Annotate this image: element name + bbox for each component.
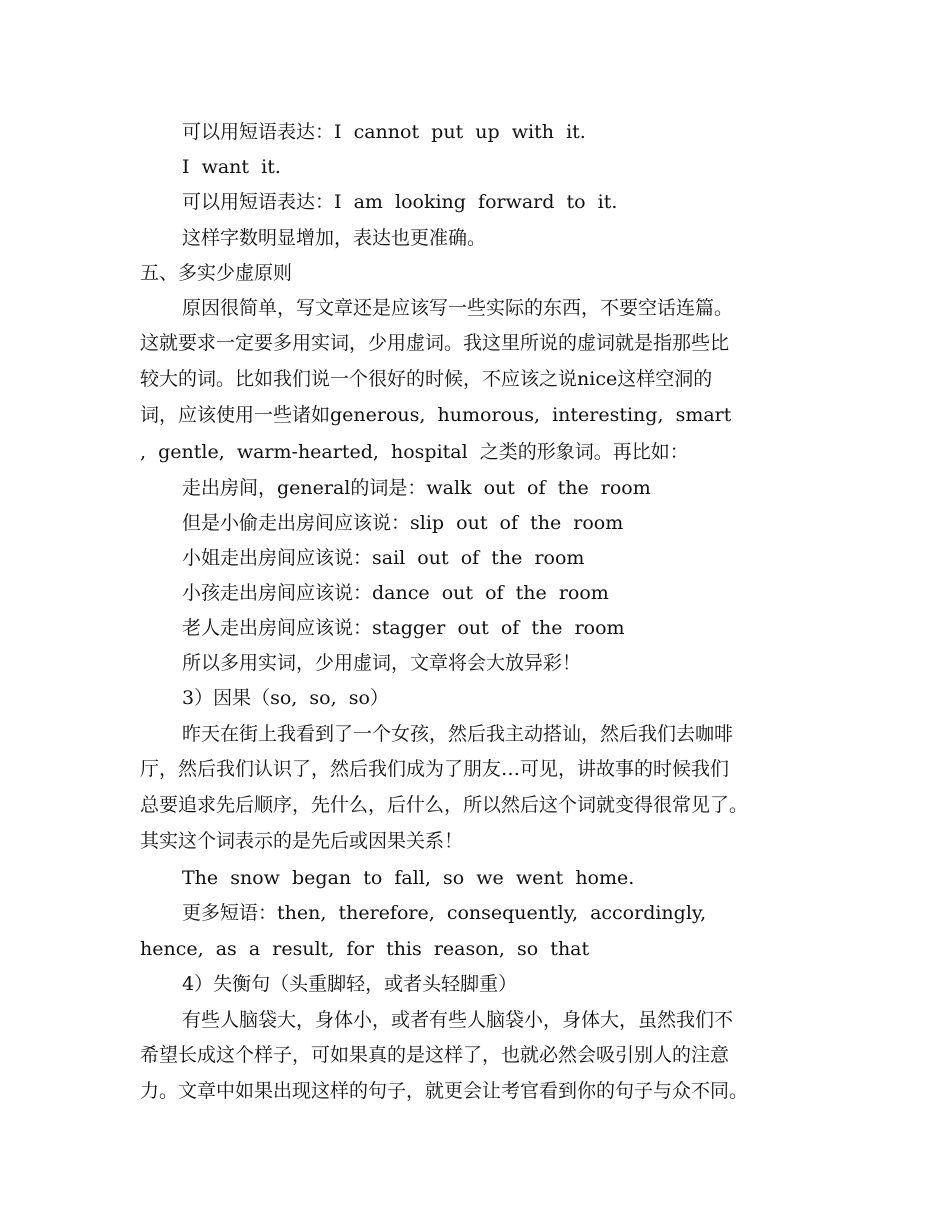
text-line: 可以用短语表达：I am looking forward to it. [182, 191, 618, 213]
text-line: 较大的词。比如我们说一个很好的时候，不应该之说nice这样空洞的 [140, 368, 713, 390]
text-line: 力。文章中如果出现这样的句子，就更会让考官看到你的句子与众不同。 [140, 1080, 749, 1102]
text-line: 小孩走出房间应该说：dance out of the room [182, 582, 609, 604]
text-line: 这样字数明显增加，表达也更准确。 [182, 227, 487, 249]
text-line: hence, as a result, for this reason, so that [140, 938, 590, 960]
text-line: 厅，然后我们认识了，然后我们成为了朋友…可见，讲故事的时候我们 [140, 758, 730, 780]
text-line: 这就要求一定要多用实词，少用虚词。我这里所说的虚词就是指那些比 [140, 332, 730, 354]
text-line: 原因很简单，写文章还是应该写一些实际的东西，不要空话连篇。 [182, 297, 734, 319]
text-line: 3）因果（so, so, so） [182, 687, 389, 709]
text-line: 走出房间，general的词是：walk out of the room [182, 477, 651, 499]
text-line: 其实这个词表示的是先后或因果关系！ [140, 830, 464, 852]
text-line: 4）失衡句（头重脚轻，或者头轻脚重） [182, 973, 518, 995]
text-line: 词，应该使用一些诸如generous, humorous, interesting, smart [140, 404, 732, 426]
text-line: , gentle, warm-hearted, hospital 之类的形象词。再比如： [140, 441, 689, 463]
text-line: 希望长成这个样子，可如果真的是这样了，也就必然会吸引别人的注意 [140, 1044, 730, 1066]
text-line: 总要追求先后顺序，先什么，后什么，所以然后这个词就变得很常见了。 [140, 794, 749, 816]
text-line: 有些人脑袋大，身体小，或者有些人脑袋小，身体大，虽然我们不 [182, 1009, 734, 1031]
text-line: 五、多实少虚原则 [140, 262, 293, 284]
text-line: 昨天在街上我看到了一个女孩，然后我主动搭讪，然后我们去咖啡 [182, 723, 734, 745]
text-line: I want it. [182, 156, 281, 178]
text-line: 小姐走出房间应该说：sail out of the room [182, 547, 585, 569]
text-line: 但是小偷走出房间应该说：slip out of the room [182, 512, 624, 534]
text-line: 可以用短语表达：I cannot put up with it. [182, 121, 586, 143]
text-line: 更多短语：then, therefore, consequently, accordingly, [182, 902, 707, 924]
text-line: The snow began to fall, so we went home. [182, 867, 635, 889]
text-line: 老人走出房间应该说：stagger out of the room [182, 617, 625, 639]
text-line: 所以多用实词，少用虚词，文章将会大放异彩！ [182, 652, 582, 674]
